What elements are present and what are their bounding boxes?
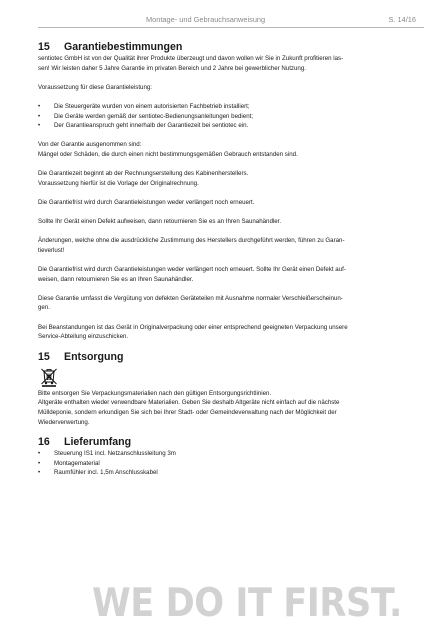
aenderungen-line-2: tieverlust! [38,246,65,254]
section-number: 16 [38,436,50,449]
list-item: • Steuerung IS1 incl. Netzanschlussleitung 3m [38,450,176,458]
intro-line-1: sentiotec GmbH ist von der Qualität ihrer Produkte überzeugt und davon wollen wir Sie in Zukunft profitieren las- [38,55,344,62]
intro-line-2: sen! Wir leisten daher 5 Jahre Garantie im privaten Bereich und 2 Jahre bei gewerblicher Nutzung. [38,64,306,72]
umfasst-line-2: gen. [38,304,50,312]
garantiefrist2-line-1: Die Garantiefrist wird durch Garantieleistungen weder verlängert noch erneuert. Sollte Ihr Gerät einen Defekt auf- [38,266,346,274]
page-number: S. 14/16 [388,15,416,24]
page-content [38,41,416,478]
umfasst-line-1: Diese Garantie umfasst die Vergütung von defekten Geräteteilen mit Ausnahme normaler Verschleißerscheinun- [38,294,343,302]
section-number: 15 [38,41,50,53]
list-item: • Der Garantieanspruch geht innerhalb der Garantiezeit bei sentiotec ein. [38,122,249,130]
section-number: 15 [38,350,50,363]
list-item: • Montagematerial [38,459,100,467]
garantiezeit-line-2: Voraussetzung hierfür ist die Vorlage der Originalrechnung. [38,179,199,187]
garantiezeit-line-1: Die Garantiezeit beginnt ab der Rechnungserstellung des Kabinenherstellers. [38,170,249,178]
beanstandungen-line-2: Service-Abteilung einzuschicken. [38,333,129,341]
list-item: • Die Steuergeräte wurden von einem autorisierten Fachbetrieb installiert; [38,102,250,110]
section-heading-lieferumfang [38,436,416,449]
lieferumfang-list [38,449,416,478]
ausgenommen-heading: Von der Garantie ausgenommen sind: [38,141,142,149]
list-item: • Raumfühler incl. 1,5m Anschlusskabel [38,469,158,477]
entsorgung-line-2: Altgeräte enthalten wieder verwendbare Materialien. Geben Sie deshalb Altgeräte nicht einfach auf die nächste [38,399,340,407]
entsorgung-line-4: Wiederverwertung. [38,418,90,426]
header-title: Montage- und Gebrauchsanweisung [146,15,266,24]
list-item: • Die Geräte werden gemäß der sentiotec-Bedienungsanleitungen bedient; [38,112,254,120]
entsorgung-line-3: Mülldeponie, sondern erkundigen Sie sich bei Ihrer Stadt- oder Gemeindeverwaltung nach der Möglichkeit der [38,409,337,416]
garantiefrist2-line-2: weisen, dann retournieren Sie es an Ihren Saunahändler. [38,275,194,283]
garantiefrist-paragraph: Die Garantiefrist wird durch Garantieleistungen weder verlängert noch erneuert. [38,198,255,206]
voraussetzung-label: Voraussetzung für diese Garantieleistung: [38,83,153,91]
section-title: Garantiebestimmungen [64,41,183,53]
defekt-paragraph: Sollte Ihr Gerät einen Defekt aufweisen, dann retournieren Sie es an Ihren Saunahändler. [38,218,282,226]
header-divider [38,27,424,28]
ausgenommen-text: Mängel oder Schäden, die durch einen nicht bestimmungsgemäßen Gebrauch entstanden sind. [38,150,298,158]
section-title: Entsorgung [64,350,124,363]
section-heading-garantie [38,41,416,54]
entsorgung-line-1: Bitte entsorgen Sie Verpackungsmaterialien nach den gültigen Entsorgungsrichtlinien. [38,389,272,397]
aenderungen-line-1: Änderungen, welche ohne die ausdrückliche Zustimmung des Herstellers durchgeführt werden, führen zu Garan- [38,237,345,245]
garantie-conditions-list [38,102,416,131]
section-title: Lieferumfang [64,436,132,449]
beanstandungen-line-1: Bei Beanstandungen ist das Gerät in Originalverpackung oder einer entsprechend geeigneten Verpackung unsere [38,323,348,331]
footer-slogan: WE DO IT FIRST. [92,581,402,626]
section-heading-entsorgung [38,351,416,364]
crossed-out-wheelie-bin-icon [40,367,58,387]
